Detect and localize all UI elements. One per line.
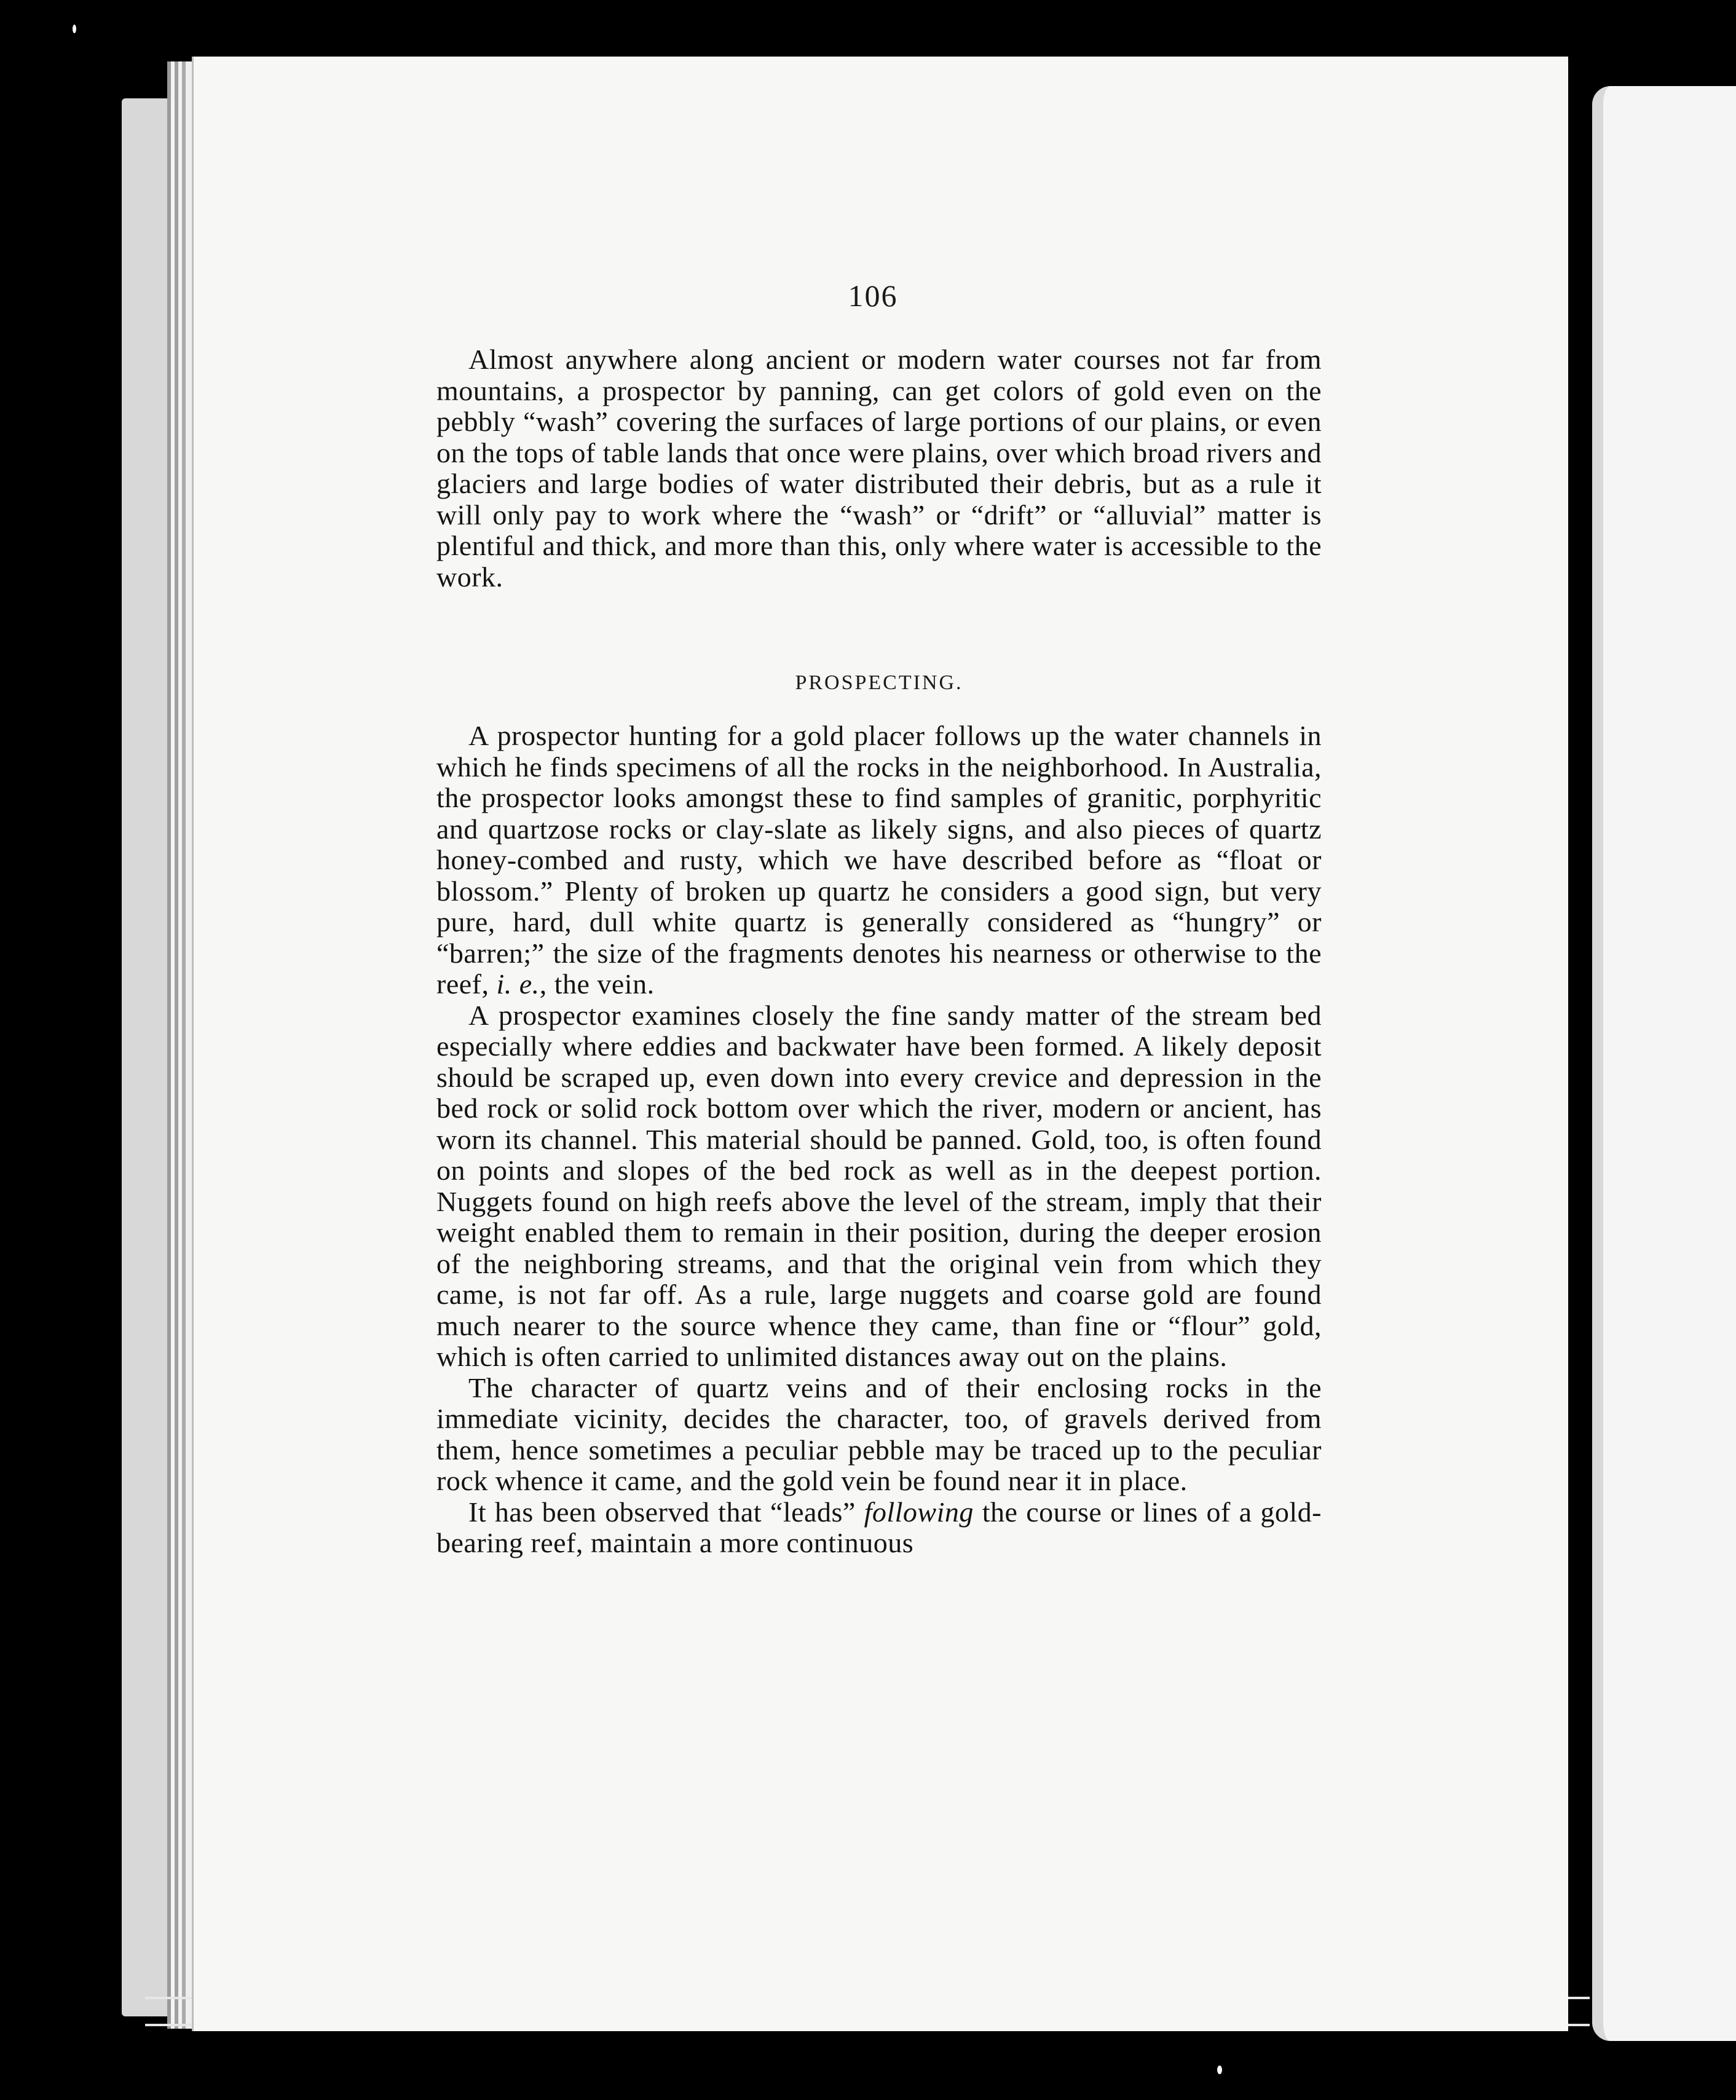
paragraph-2-text: A prospector hunting for a gold placer follows up the water channels in which he finds specimens of all the rocks in the neighborhood. In Australia, the prospector looks amongst these to find samples of granitic, porphyritic and quartzose rocks or clay-slate as likely signs, and also pieces of quartz honey-combed and rusty, which we have described before as “float or blossom.” Plenty of broken up quartz he considers a good sign, but very pure, hard, dull white quartz is generally considered as “hungry” or “barren;” the size of the fragments denotes his nearness or otherwise to the reef, xyxy=(436,720,1322,1000)
paragraph-prospector-hunting xyxy=(436,720,1322,1000)
paragraph-5-text-end: the course or lines of a gold-bearing reef, maintain a more continuous xyxy=(436,1496,1322,1558)
paragraph-intro: Almost anywhere along ancient or modern water courses not far from mountains, a prospector by panning, can get colors of gold even on the pebbly “wash” covering the surfaces of large portions of our plains, or even on the tops of table lands that once were plains, over which broad rivers and glaciers and large bodies of water distributed their debris, but as a rule it will only pay to work where the “wash” or “drift” or “alluvial” matter is plentiful and thick, and more than this, only where water is accessible to the work. xyxy=(436,344,1322,593)
scan-speck xyxy=(73,25,76,33)
facing-page-edge xyxy=(1592,86,1736,2041)
scan-speck xyxy=(1217,2066,1222,2074)
paragraph-2-italic: i. e. xyxy=(496,968,540,1000)
intro-text-block xyxy=(436,344,1322,593)
paragraph-leads xyxy=(436,1497,1322,1559)
page-number: 106 xyxy=(848,278,898,313)
paragraph-2-text-end: , the vein. xyxy=(539,968,655,1000)
prospecting-text-block xyxy=(436,720,1322,1559)
paragraph-quartz-veins: The character of quartz veins and of their enclosing rocks in the immediate vicinity, decides the character, too, of gravels derived from them, hence sometimes a peculiar pebble may be traced up to the peculiar rock whence it came, and the gold vein be found near it in place. xyxy=(436,1372,1322,1496)
book-page-stack xyxy=(167,61,192,2029)
paragraph-5-italic: following xyxy=(864,1496,974,1528)
paragraph-5-text: It has been observed that “leads” xyxy=(468,1496,864,1528)
paragraph-stream-bed: A prospector examines closely the fine sandy matter of the stream bed especially where eddies and backwater have been formed. A likely deposit should be scraped up, even down into every crevice and depression in the bed rock or solid rock bottom over which the river, modern or ancient, has worn its channel. This material should be panned. Gold, too, is often found on points and slopes of the bed rock as well as in the deepest portion. Nuggets found on high reefs above the level of the stream, imply that their weight enabled them to remain in their position, during the deeper erosion of the neighboring streams, and that the original vein from which they came, is not far off. As a rule, large nuggets and coarse gold are found much nearer to the source whence they came, than fine or “flour” gold, which is often carried to unlimited distances away out on the plains. xyxy=(436,999,1322,1372)
section-heading: PROSPECTING. xyxy=(795,671,963,694)
